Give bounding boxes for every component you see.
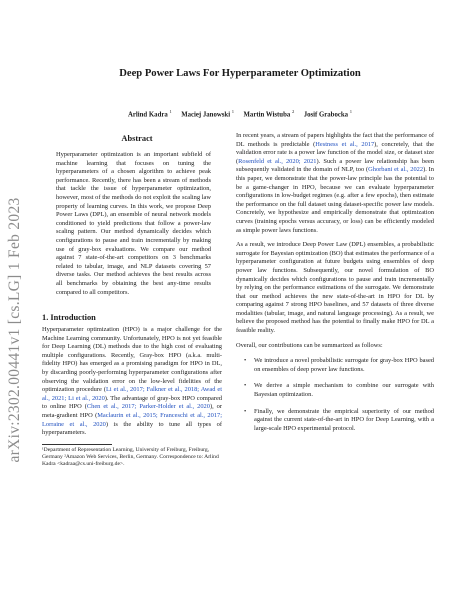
introduction-heading: 1. Introduction [42,313,96,323]
contribution-item [242,408,434,434]
paper-title: Deep Power Laws For Hyperparameter Optimization [119,68,361,79]
arxiv-identifier-stamp [4,150,26,510]
body-paragraph: Overall, our contributions can be summarized as follows: [236,341,383,349]
body-paragraph: As a result, we introduce Deep Power Law (DPL) ensembles, a probabilistic surrogate for Bayesian optimization (BO) that estimates the performance of a hyperparameter configuration at future budgets using ensembles of deep power law functions. Subsequently, our novel formulation of BO dynamically decides which configurations to pause and train incrementally by relying on the performance estimations of the surrogate. We demonstrate that our method achieves the new state-of-the-art in HPO for DL by comparing against 7 strong HPO baselines, and 57 datasets of three diverse modalities (tabular, image, and natural language processing). As a result, we believe the proposed method has the potential to finally make HPO for DL a feasible reality. [236,241,434,335]
bullet-icon: • [244,407,247,415]
author-name: Josif Grabocka [303,111,349,119]
author-affiliation-mark: 1 [169,109,172,114]
paragraph-text: ) is the ability to tune all types of hyperparameters. [42,420,223,437]
author-name: Maciej Janowski [181,111,231,119]
arxiv-identifier-text: arXiv:2302.00441v1 [cs.LG] 1 Feb 2023 [6,197,23,463]
citation-link[interactable]: Li et al., 2017; Falkner et al., 2018; Awad et al., 2021; Li et al., 2020 [42,386,222,402]
bullet-icon: • [244,382,247,390]
abstract-text: Hyperparameter optimization is an important subfield of machine learning that focuses on tuning the hyperparameters of a chosen algorithm to achieve peak performance. Recently, there has been a stream of methods that tackle the issue of hyperparameter optimization, however, most of the methods do not exploit the scaling law property of learning curves. In this work, we propose Deep Power Laws (DPL), an ensemble of neural network models conditioned to yield predictions that follow a power-law scaling pattern. Our method dynamically decides which configurations to pause and train incrementally by making use of gray-box evaluations. We compare our method against 7 state-of-the-art competitors on 3 benchmarks related to tabular, image, and NLP datasets covering 57 diverse tasks. Our method achieves the best results across all benchmarks by obtaining the best any-time results compared to all competitors. [56,151,211,296]
citation-link[interactable]: Rosenfeld et al., 2020; 2021 [238,157,317,165]
citation-link[interactable]: Chen et al., 2017; Parker-Holder et al., 2020 [86,403,210,411]
paragraph-text: ). Such a power law relationship has been subsequently validated in the domain of NLP, too ( [236,157,434,174]
bullet-icon: • [244,357,247,365]
paragraph-text: ), concretely, that the validation error rate is a power law function of the model size, or dataset size ( [236,140,434,165]
right-column [236,132,434,433]
contributions-list [242,357,434,433]
author-affiliation-mark: 1 [231,109,235,114]
introduction-paragraph [42,326,222,438]
paragraph-text: Hyperparameter optimization (HPO) is a major challenge for the Machine Learning community. Unfortunately, HPO is not yet feasible for Deep Learning (DL) methods due to the high cost of evaluating multiple configurations. Recently, Gray-box HPO (a.k.a. multi-fidelity HPO) has emerged as a promising paradigm for HPO in DL, by discarding poorly-performing hyperparameter configurations after observing the validation error on the low-level fidelities of the optimization procedure ( [42,326,222,394]
author-name: Arlind Kadra [127,111,168,119]
body-paragraph [236,132,434,235]
abstract-heading: Abstract [121,134,153,143]
contribution-item [242,382,434,399]
citation-link[interactable]: Hestness et al., 2017 [315,140,375,148]
citation-link[interactable]: Maclaurin et al., 2015; Franceschi et al., 2017; Lorraine et al., 2020 [42,412,222,428]
citation-link[interactable]: Ghorbani et al., 2022 [368,166,424,174]
author-affiliation-mark: 2 [291,109,295,114]
paragraph-text: ), or meta-gradient HPO ( [42,403,223,420]
paragraph-text: ). The advantage of gray-box HPO compared to online HPO ( [42,394,223,411]
author-affiliation-mark: 1 [349,109,353,114]
paragraph-text: ). In this paper, we demonstrate that the power-law principle has the potential to be a game-changer in HPO, because we can evaluate hyperparameter configurations in low-budget regimes (e.g. after a few epochs), then estimate the performance on the full dataset using dataset-specific power law models. Concretely, we hypothesize and empirically demonstrate that optimization curves (training epochs versus accuracy, or loss) can be efficiently modeled as simple power laws functions. [236,166,434,234]
contribution-item [242,357,434,374]
author-list [40,109,440,118]
contribution-text: We introduce a novel probabilistic surrogate for gray-box HPO based on ensembles of deep power law functions. [254,357,434,373]
footnote-divider [42,444,112,445]
paragraph-text: In recent years, a stream of papers highlights the fact that the performance of DL methods is predictable ( [236,132,434,148]
left-column [42,134,222,468]
affiliation-footnote: ¹Department of Representation Learning, University of Freiburg, Freiburg, Germany ²Amazon Web Services, Berlin, Germany. Correspondence to: Arlind Kadra <kadraa@cs.uni-freiburg.de>. [42,446,219,467]
author-name: Martin Wistuba [243,111,291,119]
contribution-text: We derive a simple mechanism to combine our surrogate with Bayesian optimization. [254,382,434,399]
contribution-text: Finally, we demonstrate the empirical superiority of our method against the current state-of-the-art in HPO for Deep Learning, with a large-scale HPO experimental protocol. [254,407,434,432]
